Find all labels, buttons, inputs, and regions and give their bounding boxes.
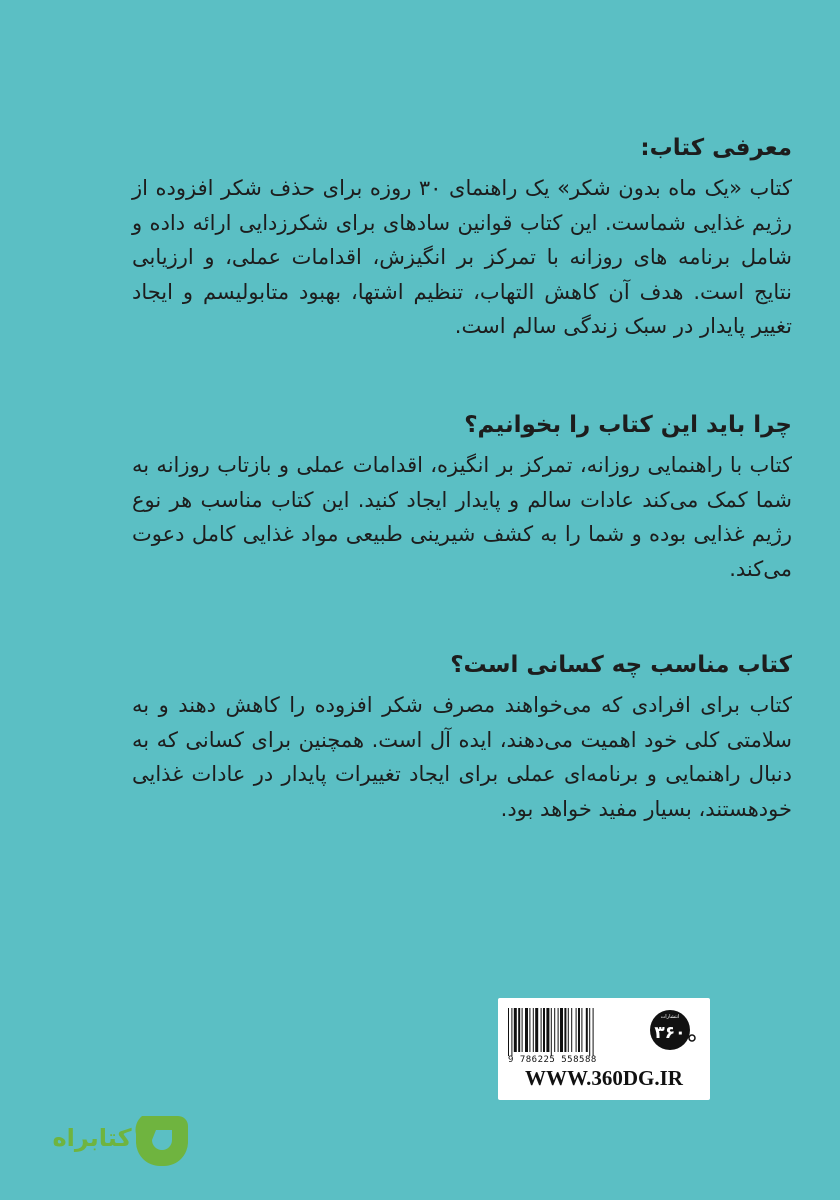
barcode-bar [551,1008,552,1056]
barcode-bar [593,1008,594,1056]
barcode-bar [508,1008,509,1056]
barcode-bar [543,1008,545,1052]
barcode-bar [568,1008,569,1052]
barcode-bar [546,1008,549,1052]
website-url: WWW.360DG.IR [525,1066,683,1090]
barcode-bar [564,1008,566,1052]
barcode-bar [576,1008,577,1052]
barcode-bar [589,1008,590,1056]
svg-text:انتشارات: انتشارات [660,1014,680,1020]
barcode-bar [522,1008,523,1052]
isbn-barcode [506,1008,628,1056]
publisher-logo [630,1006,700,1056]
barcode-bar [586,1008,588,1052]
barcode-bar [578,1008,580,1052]
barcode-bar [541,1008,542,1052]
barcode-bar [518,1008,520,1052]
intro-heading: معرفی کتاب: [640,135,792,161]
audience-section [132,650,792,826]
barcode-bar [511,1008,512,1056]
audience-heading: کتاب مناسب چه کسانی است؟ [450,652,792,678]
isbn-number: 9 786225 558588 [508,1055,597,1065]
barcode-bar [535,1008,538,1052]
why-read-heading: چرا باید این کتاب را بخوانیم؟ [464,412,792,438]
barcode-box [498,998,710,1100]
barcode-bar [529,1008,530,1052]
barcode-bar [533,1008,534,1052]
svg-text:کتابراه: کتابراه [52,1124,132,1152]
barcode-bar [525,1008,528,1052]
intro-section [132,133,792,344]
barcode-bar [558,1008,559,1052]
barcode-bar [554,1008,555,1052]
barcode-bar [581,1008,582,1052]
ketabrah-logo [44,1108,194,1168]
svg-text:۳۶۰: ۳۶۰ [654,1023,686,1043]
why-read-body: کتاب با راهنمایی روزانه، تمرکز بر انگیزه، اقدامات عملی و بازتاب روزانه به شما کمک می‌کند عادات سالم و پایدار ایجاد کنید. این کتاب مناسب هر نوع رژیم غذایی بوده و شما را به کشف شیرینی طبیعی مواد غذایی کامل دعوت می‌کند. [132,453,792,581]
barcode-bar [560,1008,563,1052]
barcode-bar [514,1008,517,1052]
intro-body: کتاب «یک ماه بدون شکر» یک راهنمای ۳۰ روزه برای حذف شکر افزوده از رژیم غذایی شماست. این کتاب قوانین سادهای برای شکرزدایی ارائه داده و شامل برنامه های روزانه با تمرکز بر انگیزش، اقدامات عملی، و ارزیابی نتایج است. هدف آن کاهش التهاب، تنظیم اشتها، بهبود متابولیسم و ایجاد تغییر پایدار در سبک زندگی سالم است. [132,176,792,338]
audience-body: کتاب برای افرادی که می‌خواهند مصرف شکر افزوده را کاهش دهند و به سلامتی کلی خود اهمیت می‌دهند، ایده آل است. همچنین برای کسانی که به دنبال راهنمایی و برنامه‌ای عملی برای ایجاد تغییرات پایدار در عادات غذایی خودهستند، بسیار مفید خواهد بود. [132,693,792,821]
barcode-bar [571,1008,572,1052]
why-read-section [132,410,792,586]
